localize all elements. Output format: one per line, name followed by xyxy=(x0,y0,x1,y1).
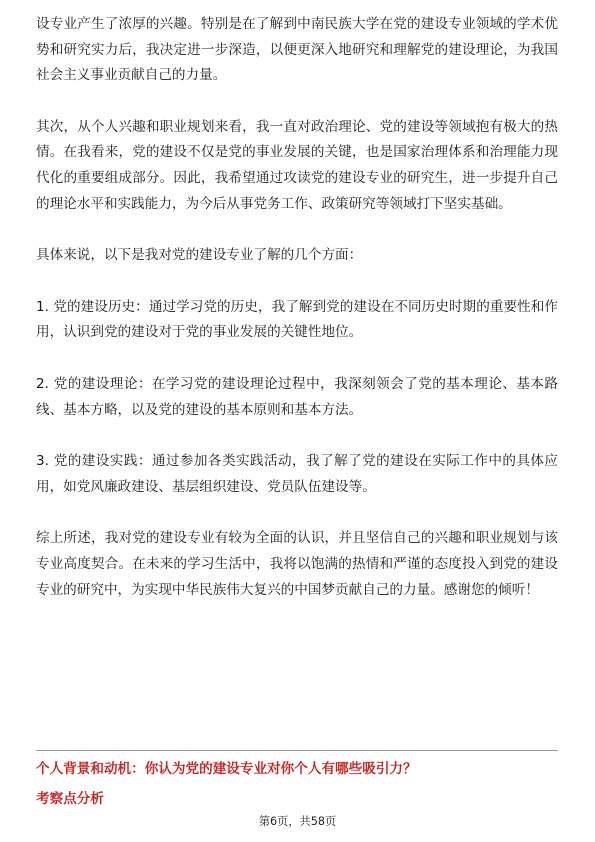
answer-body xyxy=(36,12,558,603)
list-item-theory: 2. 党的建设理论：在学习党的建设理论过程中，我深刻领会了党的基本理论、基本路线、基本方略，以及党的建设的基本原则和基本方法。 xyxy=(36,375,558,418)
list-item-history: 1. 党的建设历史：通过学习党的历史，我了解到党的建设在不同历史时期的重要性和作用，认识到党的建设对于党的事业发展的关键性地位。 xyxy=(36,298,558,341)
section-divider xyxy=(36,750,558,751)
page-number: 第6页，共58页 xyxy=(258,815,337,828)
paragraph-intro-continued: 设专业产生了浓厚的兴趣。特别是在了解到中南民族大学在党的建设专业领域的学术优势和研究实力后，我决定进一步深造，以便更深入地研究和理解党的建设理论，为我国社会主义事业贡献自己的力量。 xyxy=(36,16,558,84)
list-item-practice: 3. 党的建设实践：通过参加各类实践活动，我了解了党的建设在实际工作中的具体应用，如党风廉政建设、基层组织建设、党员队伍建设等。 xyxy=(36,453,558,495)
interview-question: 个人背景和动机：你认为党的建设专业对你个人有哪些吸引力？ xyxy=(36,761,417,777)
paragraph-list-intro: 具体来说，以下是我对党的建设专业了解的几个方面： xyxy=(36,247,363,264)
paragraph-conclusion: 综上所述，我对党的建设专业有较为全面的认识，并且坚信自己的兴趣和职业规划与该专业高度契合。在未来的学习生活中，我将以饱满的热情和严谨的态度投入到党的建设专业的研究中，为实现中华民族伟大复兴的中国梦贡献自己的力量。感谢您的倾听！ xyxy=(36,530,558,598)
analysis-heading: 考察点分析 xyxy=(36,791,104,807)
paragraph-interest-career: 其次，从个人兴趣和职业规划来看，我一直对政治理论、党的建设等领域抱有极大的热情。在我看来，党的建设不仅是党的事业发展的关键，也是国家治理体系和治理能力现代化的重要组成部分。因此，我希望通过攻读党的建设专业的研究生，进一步提升自己的理论水平和实践能力，为今后从事党务工作、政策研究等领域打下坚实基础。 xyxy=(36,118,558,212)
